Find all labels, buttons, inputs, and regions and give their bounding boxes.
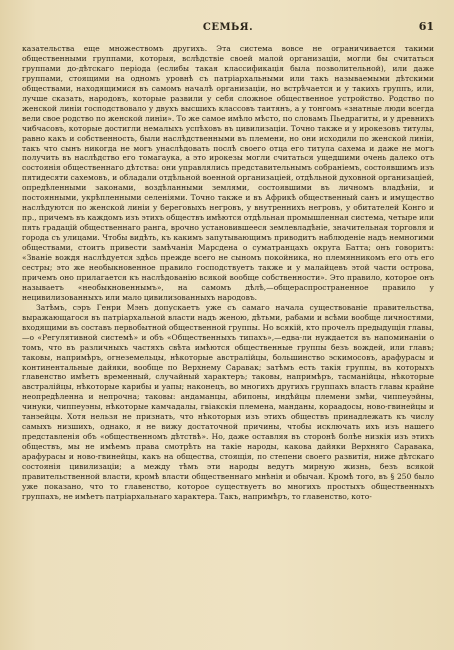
body-text xyxy=(22,44,434,502)
running-title: СЕМЬЯ. xyxy=(202,22,254,33)
paragraph: Затѣмъ, сэръ Генри Мэнъ допускаетъ уже съ самаго начала существованіе правительства, выражающагося въ патріархальной власти надъ женою, дѣтьми, рабами и всѣми вообще личностями, входящими въ составъ первобытной общественной группы. Но всякій, кто прочелъ предыдущія главы,—о «Регулятивной системѣ» и объ «Общественныхъ типахъ»,—едва-ли нуждается въ напоминаніи о томъ, что въ различныхъ частяхъ свѣта имѣются общественные группы безъ вождей, или главъ; таковы, напримѣръ, огнеземельцы, нѣкоторые австралійцы, большинство эскимосовъ, арафурасы и континентальные дайяки, вообще по Верхнему Саравак; затѣмъ есть такія группы, въ которыхъ главенство имѣетъ временный, случайный характеръ; таковы, напримѣръ, тасманійцы, нѣкоторые австралійцы, нѣкоторые карибы и уапы; наконецъ, во многихъ другихъ группахъ власть главы крайне неопредѣленна и непрочна; таковы: андаманцы, абипоны, индѣйцы племени змѣи, чиппеуэйны, чинуки, чиппеуэны, нѣкоторые камчадалы, гвіакскія племена, манданы, кораадосы, ново-гвинейцы и танэейцы. Хотя нельзя не признать, что нѣкоторыя изъ этихъ обществъ принадлежатъ къ числу самыхъ низшихъ, однако, я не вижу достаточной причины, чтобы исключать ихъ изъ нашего представленія объ «общественномъ дѣтствѣ». Но, даже оставляя въ сторонѣ болѣе низкія изъ этихъ обществъ, мы не имѣемъ права смотрѣть на такіе народы, какова дайяки Верхняго Саравака, арафурасы и ново-гвинейцы, какъ на общества, стоящія, по степени своего развитія, ниже дѣтскаго состоянія цивилизаціи; а между тѣмъ эти народы ведутъ мирную жизнь, безъ всякой правительственной власти, кромѣ власти общественнаго мнѣнія и обычая. Кромѣ того, въ § 250 было уже показано, что то главенство, которое существуетъ во многихъ простыхъ общественныхъ группахъ, не имѣетъ патріархальнаго характера. Такъ, напримѣръ, то главенство, кото- xyxy=(22,302,434,501)
paragraph: казательства еще множествомъ другихъ. Эта система вовсе не ограничивается такими общественными группами, которыя, вслѣдствіе своей малой организаціи, могли бы считаться группами до-дѣтскаго періода (еслибы такая классификація была позволительной), или даже группами, стоящими на одномъ уровнѣ съ патріархальными или такъ называемыми дѣтскими обществами, находящимися въ самомъ началѣ организаціи, но встрѣчается и у такихъ группъ, или, лучше сказать, народовъ, которые развили у себя сложное общественное устройство. Родство по женской линіи господствовало у двухъ высшихъ классовъ таитянъ, а у тонгомъ «знатные люди всегда вели свое родство по женской линіи». То же самое имѣло мѣсто, по словамъ Пьедрагиты, и у древнихъ чибчасовъ, которые достигли немалыхъ успѣховъ въ цивилизаціи. Точно также и у ирокезовъ титулы, равно какъ и собственность, были наслѣдственными въ племени, но они исходили по женской линіи, такъ что сынъ никогда не могъ унаслѣдовать послѣ своего отца его титула сахема и даже не могъ получить въ наслѣдство его томагаука, а это ирокезы могли считаться ущедшими очень далеко отъ состоянія общественнаго дѣтства: они управлялись представительнымъ собраніемъ, состоявшимъ изъ пятидесяти сахемовъ, и обладали отдѣльной военной организаціей, отдѣльной духовной организаціей, опредѣленными законами, воздѣланными землями, состоявшими въ личномъ владѣніи, и постоянными, укрѣпленными селеніями. Точно также и въ Африкѣ общественный санъ и имущество наслѣдуются по женской линіи у береговыхъ негровъ, у внутреннихъ негровъ, у обитателей Конго и пр., причемъ въ каждомъ изъ этихъ обществъ имѣются отдѣльная промышленная система, четыре или пять градацій общественнаго ранга, врочно установившееся землевладѣніе, значительная торговля и города съ улицами. Чтобы видѣть, къ какимъ запутывающимъ приводитъ наблюденіе надъ немногими обществами, стоитъ привести замѣчанія Марсдена о суматранцахъ округа Батта; онъ говоритъ: «Званіе вождя наслѣдуется здѣсь прежде всего не сыномъ покойника, но племянникомъ его отъ его сестры; это же необыкновенное правило господствуетъ также и у малайцевъ этой части острова, причемъ оно прилагается къ наслѣдованію всякой вообще собственности». Это правило, которое онъ называетъ «необыкновеннымъ», на самомъ дѣлѣ,—общераспространенное правило у нецивилизованныхъ или мало цивилизованныхъ народовъ. xyxy=(22,44,434,302)
page-number: 61 xyxy=(418,20,434,33)
page-header xyxy=(22,22,434,38)
